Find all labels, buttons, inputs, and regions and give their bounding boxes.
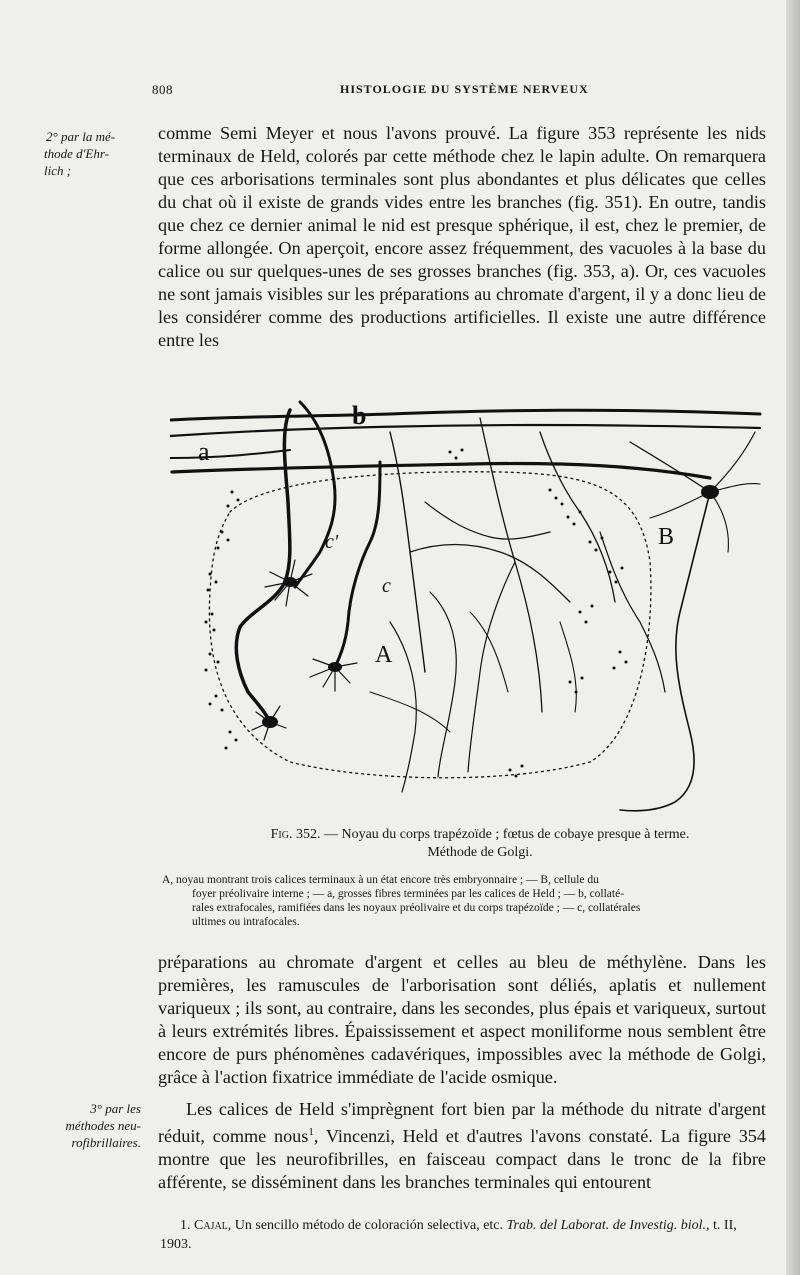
fig-label-a: a — [198, 437, 210, 466]
footnote-author: Cajal — [194, 1218, 228, 1233]
paragraph-1: comme Semi Meyer et nous l'avons prouvé. La figure 353 représente les nids terminaux de Held, colorés par cette méthode chez le lapin adulte. On remarquera que ces arborisations terminales sont plus abondantes et plus délicates que celles du chat où il existe de grands vides entre les branches (fig. 351). En outre, tandis que chez ce dernier animal le nid est presque sphérique, il est, chez le premier, de forme allongée. On aperçoit, encore assez fréquemment, des vacuoles à la base du calice ou sur quelques-unes de ses grosses branches (fig. 353, a). Or, ces vacuoles ne sont jamais visibles sur les préparations au chromate d'argent, il y a donc lieu de les considérer comme des productions artificielles. Il existe une autre différence entre les — [158, 123, 766, 350]
footnote: 1. Cajal, Un sencillo método de coloración selectiva, etc. Trab. del Laborat. de Investig. biol., t. II, 1903. — [160, 1218, 737, 1252]
fig-label-c: c — [382, 575, 391, 597]
figure-caption — [190, 826, 770, 862]
margin-note-neurofibrillaires: 3° par les méthodes neu- rofibrillaires. — [65, 1101, 141, 1150]
paragraph-3: Les calices de Held s'imprègnent fort bien par la méthode du nitrate d'argent réduit, comme nous$^1$, Vincenzi, Held et d'autres l'avons constaté. La figure 354 montre que les neurofibrilles, en faisceau compact dans le tronc de la fibre afférente, se disséminent dans les branches terminales qui entourent — [158, 1099, 766, 1193]
footnote-journal: Trab. del Laborat. de Investig. biol. — [506, 1218, 707, 1233]
page-number: 808 — [152, 82, 173, 97]
paragraph-2: préparations au chromate d'argent et celles au bleu de méthylène. Dans les premières, les ramuscules de l'arborisation sont déliés, aplatis et nullement variqueux ; ils sont, au contraire, dans les secondes, plus épais et variqueux, surtout à leurs extrémités libres. Épaississement et aspect moniliforme nous semblent être encore de purs phénomènes cadavériques, impossibles avec la méthode de Golgi, grâce à l'action fixatrice immédiate de l'acide osmique. — [158, 952, 766, 1087]
margin-note-ehrlich: 2° par la mé- thode d'Ehr- lich ; — [44, 129, 116, 178]
caption-method: Méthode de Golgi. — [427, 845, 533, 860]
footnote-ref[interactable]: 1 — [308, 1126, 314, 1138]
fig-label-B: B — [658, 524, 675, 550]
fig-label-c-prime: c' — [325, 531, 339, 553]
figure-352 — [170, 392, 770, 822]
running-title: HISTOLOGIE DU SYSTÈME NERVEUX — [340, 82, 589, 96]
caption-text: — Noyau du corps trapézoïde ; fœtus de cobaye presque à terme. — [320, 827, 690, 842]
figure-number: Fig. 352. — [270, 827, 321, 842]
page-edge — [786, 0, 800, 1275]
fig-label-b: b — [352, 401, 367, 430]
fig-label-A: A — [375, 642, 393, 668]
figure-legend: A, noyau montrant trois calices terminaux à un état encore très embryonnaire ; — B, cellule du foyer préolivaire interne ; — a, grosses fibres terminées par les calices de Held ; — b, collaté- rales extrafocales, ramifiées dans les noyaux préolivaire et du corps trapézoïde ; — c, collatérales ultimes ou intrafocales. — [162, 874, 641, 928]
